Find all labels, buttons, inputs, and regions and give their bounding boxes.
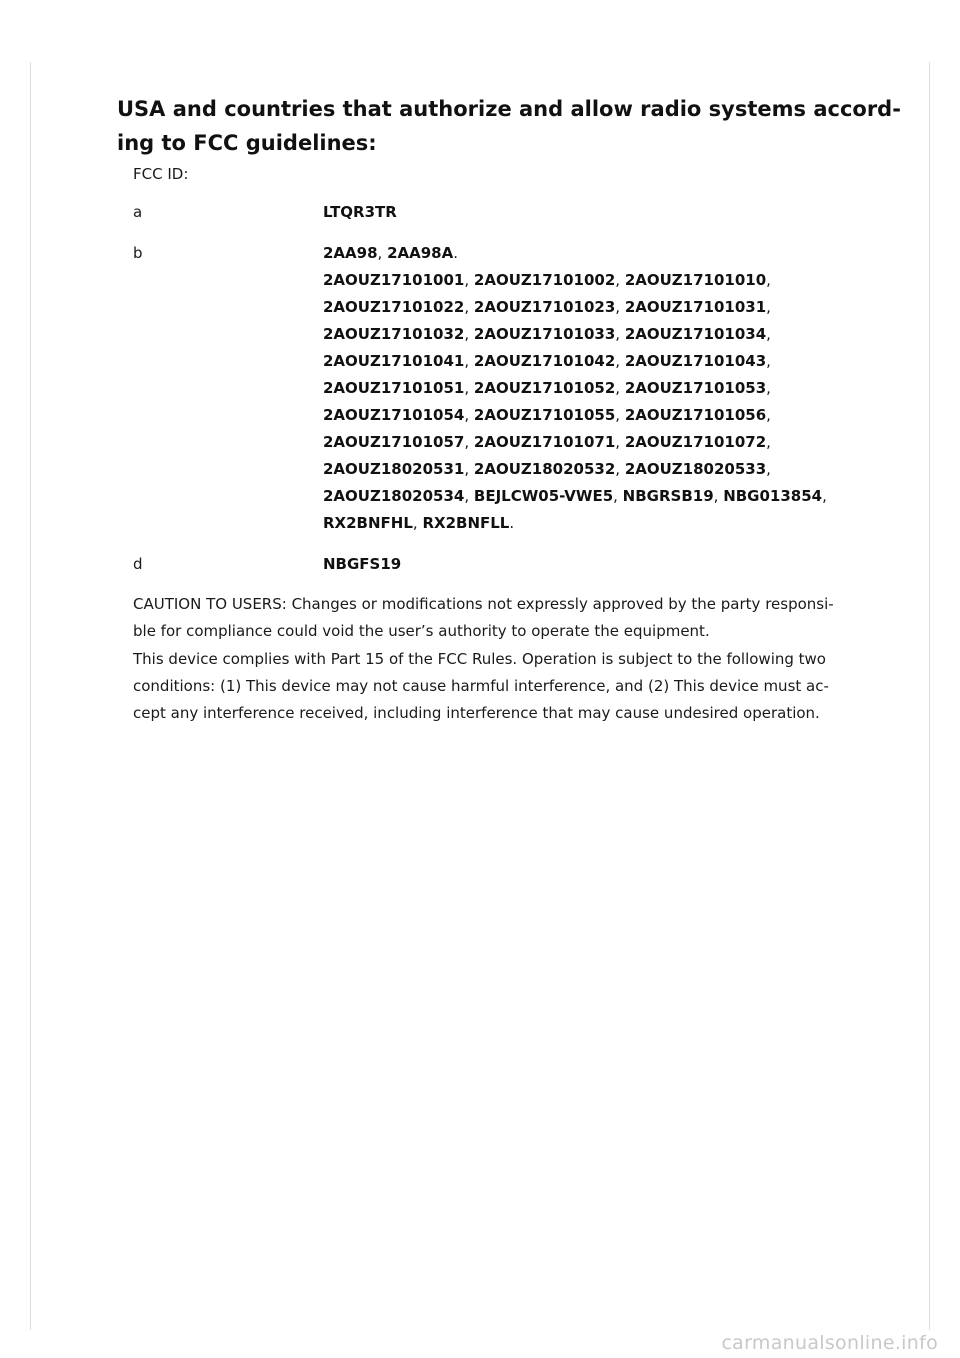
fcc-id-line	[323, 402, 883, 429]
fcc-id: 2AOUZ18020534	[323, 487, 465, 505]
site-watermark: carmanualsonline.info	[721, 1332, 938, 1354]
separator: ,	[412, 514, 423, 532]
compliance-line: This device complies with Part 15 of the FCC Rules. Operation is subject to the following two	[133, 650, 826, 668]
fcc-id-line	[323, 321, 883, 348]
separator: ,	[464, 298, 474, 316]
entry-values-a	[323, 199, 883, 226]
separator: .	[453, 244, 458, 262]
fcc-id-line	[323, 510, 883, 537]
fcc-id-line	[323, 199, 883, 226]
compliance-paragraph	[133, 646, 873, 728]
fcc-id-line	[323, 429, 883, 456]
separator: ,	[464, 406, 474, 424]
fcc-id-line	[323, 483, 883, 510]
entry-key-d: d	[133, 555, 143, 573]
fcc-id: 2AOUZ17101072	[624, 433, 767, 451]
separator: ,	[766, 406, 771, 424]
fcc-id: 2AOUZ18020531	[323, 460, 465, 478]
fcc-id: 2AOUZ17101055	[473, 406, 616, 424]
separator: ,	[615, 352, 625, 370]
page-margin-rule-right	[929, 62, 930, 1330]
separator: ,	[464, 433, 474, 451]
fcc-id-line	[323, 294, 883, 321]
fcc-id: BEJLCW05-VWE5	[473, 487, 614, 505]
fcc-id: 2AOUZ17101053	[624, 379, 767, 397]
fcc-id: 2AOUZ18020533	[624, 460, 767, 478]
separator: ,	[766, 379, 771, 397]
fcc-id: 2AA98	[323, 244, 378, 262]
compliance-line: cept any interference received, including interference that may cause undesired operation.	[133, 704, 820, 723]
fcc-id-line	[323, 456, 883, 483]
separator: ,	[766, 460, 771, 478]
separator: ,	[615, 433, 625, 451]
caution-line: CAUTION TO USERS: Changes or modifications not expressly approved by the party responsi-	[133, 595, 834, 613]
fcc-id: 2AOUZ17101032	[323, 325, 465, 343]
fcc-id: 2AOUZ18020532	[473, 460, 616, 478]
fcc-id: 2AOUZ17101043	[624, 352, 767, 370]
separator: ,	[766, 298, 771, 316]
separator: ,	[766, 433, 771, 451]
fcc-id-label: FCC ID:	[133, 165, 189, 183]
fcc-id-line	[323, 267, 883, 294]
entry-key-a: a	[133, 203, 143, 221]
fcc-id-line	[323, 348, 883, 375]
fcc-id: 2AOUZ17101057	[323, 433, 465, 451]
fcc-id: NBGRSB19	[622, 487, 714, 505]
separator: ,	[464, 271, 474, 289]
fcc-id: 2AOUZ17101051	[323, 379, 465, 397]
fcc-id: 2AOUZ17101001	[323, 271, 465, 289]
caution-paragraph	[133, 591, 873, 645]
separator: .	[509, 514, 515, 532]
fcc-id-line	[323, 240, 883, 267]
fcc-id: 2AOUZ17101056	[624, 406, 767, 424]
fcc-id: RX2BNFLL	[422, 514, 510, 532]
section-heading-line: ing to FCC guidelines:	[117, 131, 377, 155]
fcc-id: 2AOUZ17101071	[473, 433, 616, 451]
separator: ,	[615, 406, 625, 424]
fcc-id: 2AOUZ17101042	[473, 352, 616, 370]
fcc-id: LTQR3TR	[323, 203, 397, 221]
page-margin-rule-left	[30, 62, 31, 1330]
separator: ,	[766, 271, 771, 289]
separator: ,	[822, 487, 827, 505]
fcc-id: 2AOUZ17101054	[323, 406, 465, 424]
fcc-id: 2AOUZ17101031	[624, 298, 767, 316]
fcc-id-line	[323, 375, 883, 402]
separator: ,	[464, 460, 474, 478]
separator: ,	[464, 352, 474, 370]
separator: ,	[615, 271, 625, 289]
fcc-id: 2AOUZ17101052	[473, 379, 616, 397]
fcc-id: NBGFS19	[323, 555, 402, 573]
separator: ,	[615, 298, 625, 316]
fcc-id: 2AOUZ17101010	[624, 271, 767, 289]
separator: ,	[766, 352, 771, 370]
fcc-id: RX2BNFHL	[323, 514, 413, 532]
fcc-id: 2AOUZ17101022	[323, 298, 465, 316]
separator: ,	[464, 325, 474, 343]
section-heading	[117, 92, 901, 160]
fcc-id: 2AOUZ17101034	[624, 325, 767, 343]
separator: ,	[464, 379, 474, 397]
separator: ,	[766, 325, 771, 343]
entry-values-b	[323, 240, 883, 537]
caution-line: ble for compliance could void the user’s authority to operate the equipment.	[133, 622, 710, 641]
entry-key-b: b	[133, 244, 143, 262]
separator: ,	[615, 325, 625, 343]
separator: ,	[615, 379, 625, 397]
fcc-id: 2AOUZ17101041	[323, 352, 465, 370]
compliance-line: conditions: (1) This device may not cause harmful interference, and (2) This device must ac-	[133, 677, 829, 696]
entry-values-d	[323, 551, 883, 578]
fcc-id: NBG013854	[723, 487, 823, 505]
section-heading-line: USA and countries that authorize and allow radio systems accord-	[117, 97, 901, 121]
fcc-id: 2AOUZ17101023	[473, 298, 616, 316]
fcc-id: 2AA98A	[387, 244, 454, 262]
separator: ,	[464, 487, 474, 505]
separator: ,	[613, 487, 623, 505]
separator: ,	[713, 487, 724, 505]
separator: ,	[377, 244, 388, 262]
separator: ,	[615, 460, 625, 478]
fcc-id: 2AOUZ17101033	[473, 325, 616, 343]
fcc-id: 2AOUZ17101002	[473, 271, 616, 289]
fcc-id-line	[323, 551, 883, 578]
